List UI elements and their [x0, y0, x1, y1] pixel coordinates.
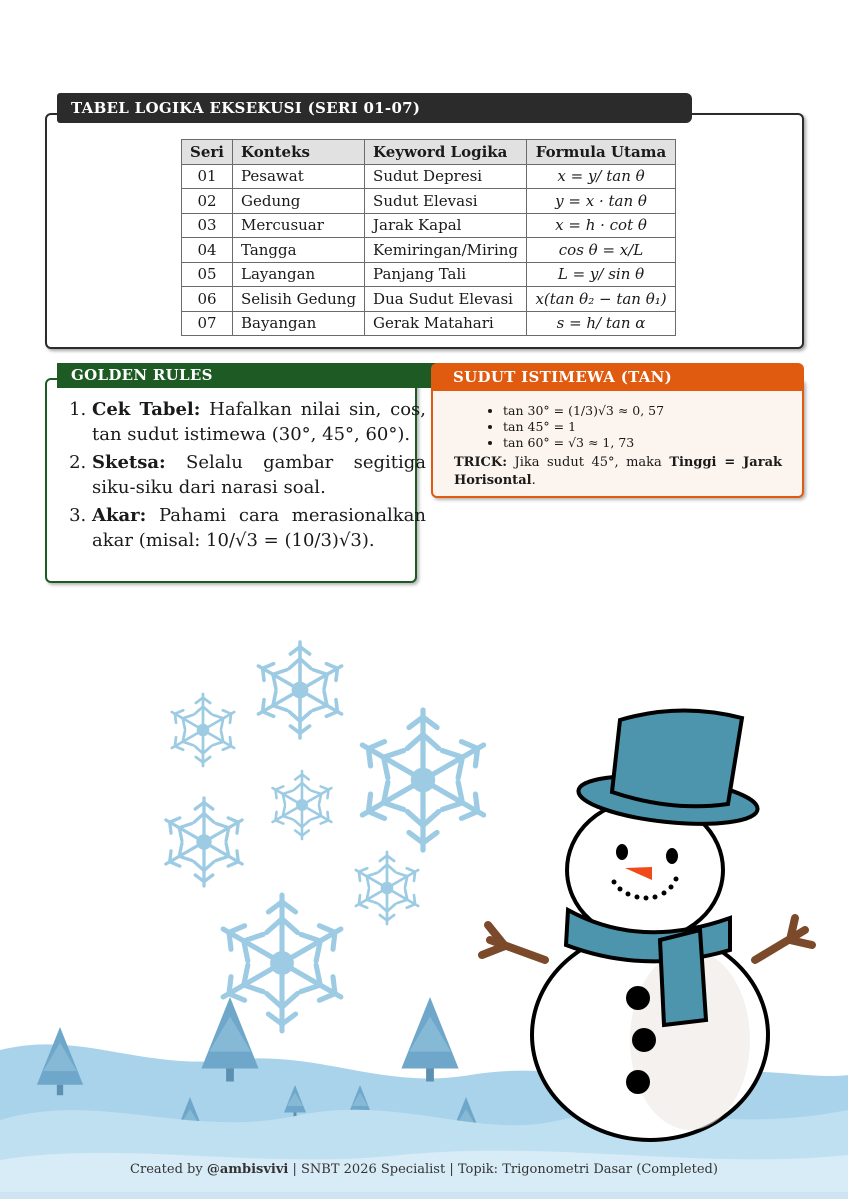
cell-formula: y = x · tan θ [527, 189, 676, 214]
cell-formula: s = h/ tan α [527, 311, 676, 336]
cell-seri: 07 [182, 311, 233, 336]
trick-label: TRICK: [454, 455, 508, 470]
col-header-konteks: Konteks [232, 140, 364, 165]
cell-konteks: Gedung [232, 189, 364, 214]
cell-konteks: Layangan [232, 262, 364, 287]
cell-seri: 01 [182, 164, 233, 189]
col-header-formula: Formula Utama [527, 140, 676, 165]
cell-seri: 06 [182, 287, 233, 312]
rule-lead: Akar: [92, 505, 147, 526]
rule-lead: Cek Tabel: [92, 399, 201, 420]
footer [0, 1162, 848, 1177]
golden-rules-list [62, 397, 426, 556]
list-item: • tan 60° = √3 ≈ 1, 73 [503, 435, 664, 451]
trick-note [454, 454, 782, 490]
col-header-keyword: Keyword Logika [365, 140, 527, 165]
cell-konteks: Bayangan [232, 311, 364, 336]
cell-konteks: Mercusuar [232, 213, 364, 238]
cell-konteks: Tangga [232, 238, 364, 263]
trick-text: Jika sudut 45°, maka [514, 455, 662, 470]
cell-seri: 05 [182, 262, 233, 287]
cell-formula: L = y/ sin θ [527, 262, 676, 287]
winter-scene-illustration [0, 620, 848, 1192]
table-section-title: TABEL LOGIKA EKSEKUSI (SERI 01-07) [57, 93, 692, 123]
logic-table [181, 139, 676, 336]
rule-text: Pahami cara merasionalkan akar (misal: 10/√3 = (10/3)√3). [92, 505, 426, 551]
trick-end: . [531, 473, 536, 488]
cell-formula: x(tan θ₂ − tan θ₁) [527, 287, 676, 312]
table-row [182, 262, 676, 287]
rule-text: Selalu gambar segitiga siku-siku dari narasi soal. [92, 452, 426, 498]
cell-konteks: Selisih Gedung [232, 287, 364, 312]
list-item: • tan 30° = (1/3)√3 ≈ 0, 57 [503, 403, 664, 419]
table-row [182, 287, 676, 312]
cell-keyword: Kemiringan/Miring [365, 238, 527, 263]
cell-keyword: Sudut Elevasi [365, 189, 527, 214]
table-row [182, 213, 676, 238]
table-row [182, 311, 676, 336]
list-item: • tan 45° = 1 [503, 419, 664, 435]
table-header-row [182, 140, 676, 165]
cell-formula: x = y/ tan θ [527, 164, 676, 189]
cell-konteks: Pesawat [232, 164, 364, 189]
col-header-seri: Seri [182, 140, 233, 165]
rule-text: Hafalkan nilai sin, cos, tan sudut istimewa (30°, 45°, 60°). [92, 399, 426, 445]
cell-keyword: Sudut Depresi [365, 164, 527, 189]
table-row [182, 189, 676, 214]
cell-keyword: Jarak Kapal [365, 213, 527, 238]
list-item [92, 450, 426, 500]
tan-values-list [485, 403, 664, 451]
cell-seri: 04 [182, 238, 233, 263]
trick-bold: Tinggi = Jarak Horisontal [454, 455, 782, 488]
snowflake-icons [161, 642, 492, 1031]
footer-author: @ambisvivi [206, 1162, 289, 1177]
list-item [92, 503, 426, 553]
footer-rest: | SNBT 2026 Specialist | Topik: Trigonometri Dasar (Completed) [292, 1162, 718, 1177]
sudut-istimewa-title: SUDUT ISTIMEWA (TAN) [431, 363, 804, 391]
cell-keyword: Dua Sudut Elevasi [365, 287, 527, 312]
cell-keyword: Gerak Matahari [365, 311, 527, 336]
list-item [92, 397, 426, 447]
table-row [182, 238, 676, 263]
cell-formula: x = h · cot θ [527, 213, 676, 238]
footer-prefix: Created by [130, 1162, 203, 1177]
cell-formula: cos θ = x/L [527, 238, 676, 263]
cell-seri: 03 [182, 213, 233, 238]
bottom-bar [0, 1192, 848, 1199]
cell-seri: 02 [182, 189, 233, 214]
rule-lead: Sketsa: [92, 452, 166, 473]
golden-rules-title: GOLDEN RULES [57, 363, 437, 388]
cell-keyword: Panjang Tali [365, 262, 527, 287]
table-row [182, 164, 676, 189]
